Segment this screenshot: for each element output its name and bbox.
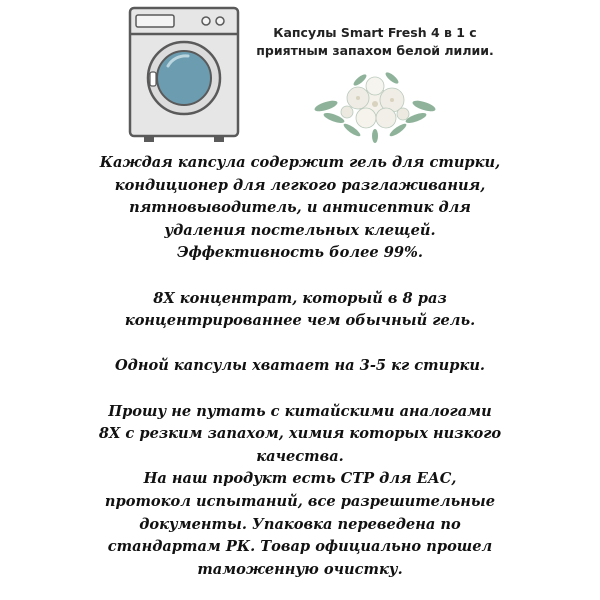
text-line: стандартам РК. Товар официально прошел: [107, 538, 493, 556]
text-line: Одной капсулы хватает на 3-5 кг стирки.: [114, 357, 486, 375]
text-line: кондиционер для легкого разглаживания,: [114, 176, 486, 194]
description-text: [40, 152, 560, 581]
text-line: На наш продукт есть СТР для ЕАС,: [143, 470, 457, 488]
paragraph-composition: [40, 152, 560, 265]
text-line: документы. Упаковка переведена по: [139, 515, 461, 533]
paragraph-dosage: [40, 355, 560, 378]
text-line: протокол испытаний, все разрешительные: [104, 492, 496, 510]
product-title-line: приятным запахом белой лилии.: [256, 43, 494, 58]
text-line: 8X с резким запахом, химия которых низкого: [98, 425, 502, 443]
text-line: качества.: [256, 447, 344, 465]
text-line: Каждая капсула содержит гель для стирки,: [99, 154, 501, 171]
text-line: удаления постельных клещей.: [164, 221, 436, 239]
product-title: [250, 24, 500, 60]
product-title-line: Капсулы Smart Fresh 4 в 1 с: [273, 25, 477, 40]
white-lily-bouquet-icon: [312, 66, 438, 144]
text-line: таможенную очистку.: [197, 560, 403, 578]
text-line: Эффективность более 99%.: [177, 244, 423, 262]
text-line: концентрированнее чем обычный гель.: [124, 312, 476, 330]
paragraph-concentrate: [40, 288, 560, 333]
text-line: Прошу не путать с китайскими аналогами: [108, 402, 492, 420]
washing-machine-icon: [128, 6, 240, 144]
paragraph-certification: [40, 401, 560, 582]
text-line: пятновыводитель, и антисептик для: [129, 199, 471, 217]
text-line: 8X концентрат, который в 8 раз: [153, 289, 447, 307]
